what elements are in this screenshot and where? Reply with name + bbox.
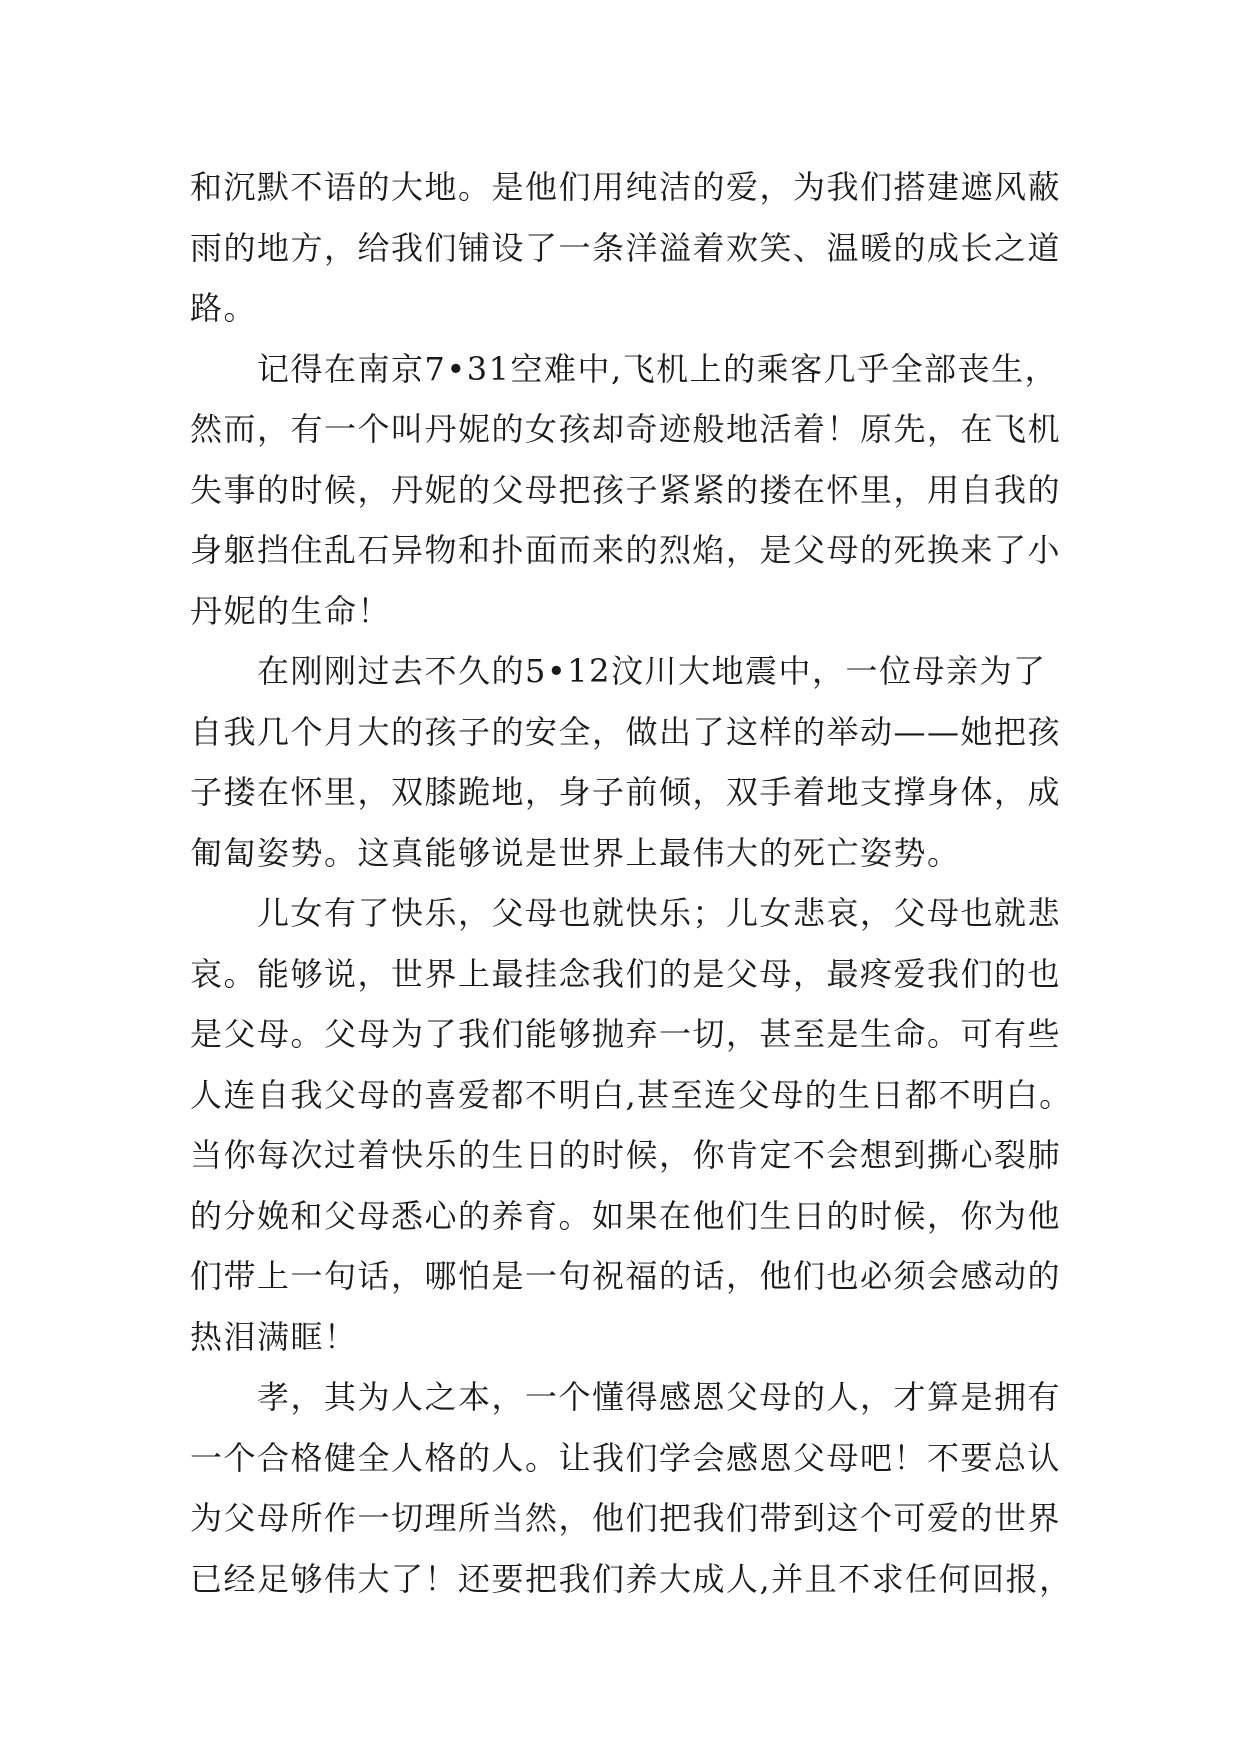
text-line: 然而，有一个叫丹妮的女孩却奇迹般地活着！原先，在飞机 <box>190 410 1062 448</box>
text-line: 人连自我父母的喜爱都不明白,甚至连父母的生日都不明白。 <box>190 1075 1073 1114</box>
text-line: 当你每次过着快乐的生日的时候，你肯定不会想到撕心裂肺 <box>190 1136 1062 1174</box>
text-line: 为父母所作一切理所当然，他们把我们带到这个可爱的世界 <box>190 1499 1062 1537</box>
text-line: 热泪满眶！ <box>190 1317 358 1356</box>
body-text <box>190 157 1073 1609</box>
text-line: 和沉默不语的大地。是他们用纯洁的爱，为我们搭建遮风蔽 <box>190 168 1062 206</box>
text-line: 的分娩和父母悉心的养育。如果在他们生日的时候，你为他 <box>190 1196 1062 1235</box>
text-line: 子搂在怀里，双膝跪地，身子前倾，双手着地支撑身体，成 <box>190 773 1062 811</box>
text-line: 身躯挡住乱石异物和扑面而来的烈焰，是父母的死换来了小 <box>190 531 1062 569</box>
text-line: 失事的时候，丹妮的父母把孩子紧紧的搂在怀里，用自我的 <box>190 470 1062 509</box>
text-line: 已经足够伟大了！还要把我们养大成人,并且不求任何回报， <box>190 1559 1073 1598</box>
text-line: 哀。能够说，世界上最挂念我们的是父母，最疼爱我们的也 <box>190 954 1062 993</box>
text-line: 是父母。父母为了我们能够抛弃一切，甚至是生命。可有些 <box>190 1015 1062 1053</box>
text-line: 自我几个月大的孩子的安全，做出了这样的举动——她把孩 <box>190 712 1062 751</box>
text-line: 匍匐姿势。这真能够说是世界上最伟大的死亡姿势。 <box>190 833 961 872</box>
text-line: 孝，其为人之本，一个懂得感恩父母的人，才算是拥有 <box>190 1378 1062 1416</box>
text-line: 们带上一句话，哪怕是一句祝福的话，他们也必须会感动的 <box>190 1257 1062 1295</box>
text-line: 雨的地方，给我们铺设了一条洋溢着欢笑、温暖的成长之道 <box>190 228 1062 267</box>
text-line: 丹妮的生命！ <box>190 591 392 630</box>
text-line: 儿女有了快乐，父母也就快乐；儿女悲哀，父母也就悲 <box>190 894 1062 932</box>
text-line: 在刚刚过去不久的5•12汶川大地震中，一位母亲为了 <box>190 652 1047 690</box>
text-line: 记得在南京7•31空难中,飞机上的乘客几乎全部丧生， <box>190 349 1059 388</box>
text-line: 一个合格健全人格的人。让我们学会感恩父母吧！不要总认 <box>190 1438 1062 1477</box>
text-line: 路。 <box>190 289 258 327</box>
